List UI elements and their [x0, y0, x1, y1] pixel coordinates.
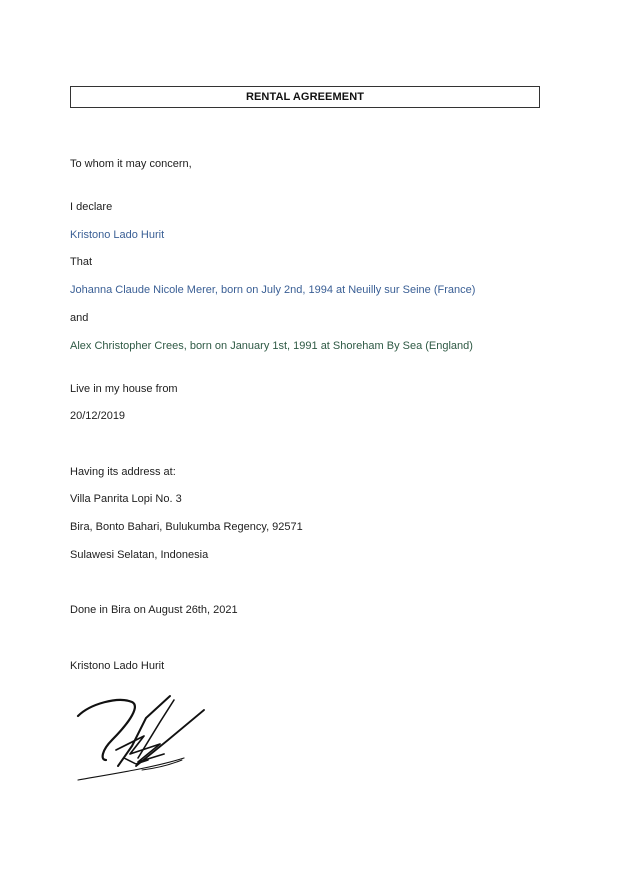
- done-in-line: Done in Bira on August 26th, 2021: [70, 604, 238, 616]
- address-line-2: Bira, Bonto Bahari, Bulukumba Regency, 92571: [70, 521, 303, 533]
- signer-name: Kristono Lado Hurit: [70, 660, 165, 672]
- and-label: and: [70, 312, 89, 324]
- declarer-name: Kristono Lado Hurit: [70, 229, 165, 241]
- address-line-1: Villa Panrita Lopi No. 3: [70, 493, 182, 505]
- document-title: RENTAL AGREEMENT: [245, 91, 365, 103]
- that-label: That: [70, 256, 93, 268]
- address-line-3: Sulawesi Selatan, Indonesia: [70, 549, 209, 561]
- declare-label: I declare: [70, 201, 113, 213]
- title-box: [70, 86, 540, 108]
- tenant-2: Alex Christopher Crees, born on January 1st, 1991 at Shoreham By Sea (England): [70, 340, 473, 352]
- handwritten-signature: [72, 688, 222, 784]
- greeting: To whom it may concern,: [70, 158, 192, 170]
- live-from-label: Live in my house from: [70, 383, 178, 395]
- live-from-date: 20/12/2019: [70, 410, 126, 422]
- tenant-1: Johanna Claude Nicole Merer, born on July 2nd, 1994 at Neuilly sur Seine (France): [70, 284, 476, 296]
- address-label: Having its address at:: [70, 466, 176, 478]
